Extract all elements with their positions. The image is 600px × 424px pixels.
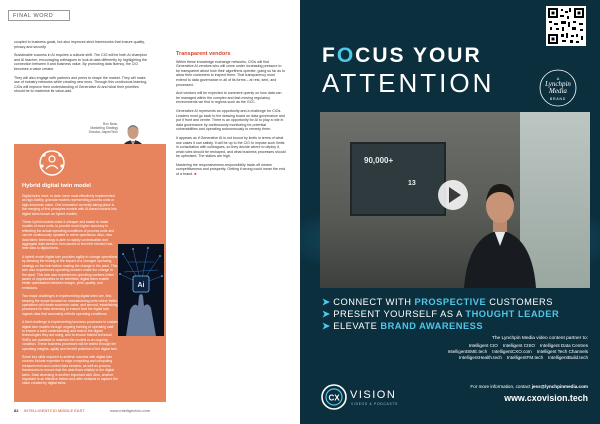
qr-code-icon[interactable] — [546, 6, 586, 46]
ai-hand-illustration — [118, 244, 164, 336]
play-button[interactable] — [438, 180, 468, 210]
contact-line — [470, 384, 588, 389]
logo-wordmark: VISION — [350, 389, 397, 401]
sidebar-title: Hybrid digital twin model — [22, 183, 91, 189]
bullet-highlight: PROSPECTIVE — [414, 297, 487, 307]
badge-ring-icon — [538, 68, 578, 108]
partner-name: IntelligentCXO.com — [492, 349, 532, 355]
partner-name: Intelligent Data Centres — [539, 343, 588, 348]
partner-name: Intelligent CIO — [468, 343, 498, 348]
logo-subtext: VIDEOS & PODCASTS — [351, 402, 399, 406]
screen-stat: 90,000+ — [364, 156, 394, 165]
ai-chip-label: Ai — [137, 282, 145, 289]
end-mark-icon: ■ — [194, 172, 197, 177]
credit-role: Marketing Strategy — [90, 126, 118, 131]
headline-part: CUS YOUR — [355, 44, 482, 67]
paragraph: These hybrid models make it cheaper and easier to make models of more units, to provide much higher accuracy in reflecting the actual operating conditions of process units and can be continuously updated to mirror operations. Also, new data fabric technology is able to rapidly contextualise and aggregate data streams from assets to feed the needed real-time data to digital twins. — [22, 220, 114, 251]
paragraph: Within these knowledge exchange networks, CIOs will find Generative AI vendors who will come under increasing pressure to be transparent about how their algorithms operate, going so far as to allow their customers to inspect them. That transparency must extend to data governance in all of its forms – at rest, sent, and processed. — [176, 59, 286, 87]
badge-text: A — [556, 76, 560, 81]
contact-text: For more information, contact — [470, 384, 532, 389]
bullet-connect — [322, 296, 592, 308]
paragraph — [176, 163, 286, 177]
people-network-icon — [38, 150, 66, 176]
page-footer — [0, 406, 300, 416]
screen-stat: 13 — [408, 180, 416, 187]
bullet-elevate — [322, 320, 592, 332]
bullet-text: CUSTOMERS — [486, 297, 553, 307]
paragraph: coupled to business goals, but also improves strict frameworks that ensure quality, privacy and security. — [14, 40, 145, 49]
credit-company: Director, AspenTech — [88, 130, 118, 135]
headline-attention: ATTENTION — [322, 68, 495, 98]
paragraph: Digital twins have, to date, been most effectively implemented as high-fidelity, granular models representing process units or high-economic value. One innovation currently taking place is the merging of first principles models with AI-based models into digital twins known as hybrid models. — [22, 194, 117, 216]
play-icon — [449, 187, 461, 203]
partner-title: The Lynchpin Media video content partner to: — [491, 336, 588, 341]
video-wall-screen — [350, 142, 446, 216]
page-number: 82 — [14, 408, 19, 413]
presenter-image — [460, 166, 540, 288]
lynchpin-brand-badge — [532, 68, 584, 110]
badge-text: Lynchpin — [545, 80, 571, 88]
bullet-highlight: THOUGHT LEADER — [465, 309, 560, 319]
arrow-right-icon: ➤ — [322, 309, 331, 319]
partner-name: IntelligentSME.tech — [447, 349, 488, 355]
paragraph: Two major challenges in implementing digital twins are, first, keeping the scope focused on manufacturing units where better operations will create economic value, and second, establishing processes for data cleansing to ensure that the digital twin ingests data that accurately reflects operating conditions. — [22, 294, 118, 316]
credit-name: Ron Beck, — [102, 122, 118, 126]
subheading-transparent-vendors: Transparent vendors — [176, 51, 231, 57]
paragraph: Generative AI represents an opportunity and a challenge for CIOs. Leaders must go back to the drawing board on data governance and put it front and centre. There is an opportunity for AI to play a role in data governance by continuously monitoring for potential vulnerabilities and operating autonomously to remedy them. — [176, 108, 285, 132]
quote-credit — [62, 122, 118, 135]
paragraph: A third challenge is implementing business processes to sustain digital twin models through ongoing training of operating staff, to ensure a solid understanding and trust in the digital technologies they are using, and to ensure trained technical SMEs are available to maintain the models in an ongoing condition. These business processes will be tested through the operating insights, agility and benefit potential of the digital twin. — [22, 320, 118, 351]
bullet-text: CONNECT WITH — [333, 297, 415, 307]
article-column-b — [176, 52, 286, 181]
bullet-present — [322, 308, 592, 320]
badge-text: Media — [549, 87, 567, 95]
paragraph: A hybrid model digital twin provides agility to change operations by allowing the testing of the impact of a changed operating strategy on the twin before making the change in the plant. This twin also experiences operating workers make the change in the plant. This twin also experiences operating workers better aware of opportunities to be identified, digital twins enable better optimisation between margin, yield, quality, and emissions. — [22, 254, 118, 290]
paragraph: And vendors will be expected to comment openly on how data can be managed within the complex and fast-moving regulatory environments we find in regions such as the GCC. — [176, 91, 282, 105]
paragraph: It appears as if Generative AI is not bound by limits in terms of what use cases it can satisfy. It will be up to the CIO to impose such limits in consultation with colleagues, so they decide where to deploy it, what rules should be reshaped, and what business processes should be optimised. The stakes are high. — [176, 135, 286, 159]
badge-text: BRAND — [549, 97, 567, 101]
bullet-highlight: BRAND AWARENESS — [380, 321, 484, 331]
headline-focus-your — [322, 44, 482, 68]
right-page-advert — [300, 0, 600, 424]
headline-part: F — [322, 44, 337, 67]
headline-accent-letter: O — [336, 44, 356, 67]
footer-url[interactable]: www.intelligentcio.com — [110, 408, 151, 413]
partner-row — [418, 355, 588, 361]
svg-text:CX: CX — [328, 393, 340, 403]
paragraph-text: Mastering the responsiveness-responsibility trade-off means competitiveness and prosperity. Getting it wrong could mean the end of a brand. — [176, 162, 286, 177]
bullet-text: PRESENT YOURSELF AS A — [333, 309, 466, 319]
paragraph: Sustainable success in AI requires a cultural shift. The CIO will be both AI champion and AI teacher, encouraging colleagues to look at data differently by highlighting the connection between it and business value. By promoting data fluency, the CIO becomes a value creator. — [14, 53, 148, 71]
cxo-vision-logo[interactable] — [320, 382, 410, 412]
magazine-name: INTELLIGENTCIO MIDDLE EAST — [24, 408, 85, 413]
bullet-text: ELEVATE — [333, 321, 381, 331]
partner-name: IntelligentFM.tech — [506, 355, 544, 361]
benefit-bullets — [322, 296, 592, 332]
sidebar-text — [22, 194, 118, 390]
website-link[interactable]: www.cxovision.tech — [504, 393, 588, 403]
paragraph: Some key skills required to achieve success with digital twin sources include expertise in edge computing and computing measurement and control data streams, as well as process frameworks to ensure that the data flows reliably to the digital twins. Data cleansing is another important skill. Also, another important is an effective before-and-after analysis to capture the value created by digital twins. — [22, 355, 118, 386]
contact-email-link[interactable]: jess@lynchpinmedia.com — [531, 384, 588, 389]
sidebar-box-digital-twin — [14, 144, 166, 402]
video-thumbnail[interactable] — [320, 112, 590, 288]
arrow-right-icon: ➤ — [322, 321, 331, 331]
arrow-right-icon: ➤ — [322, 297, 331, 307]
ai-hand-image — [118, 244, 164, 336]
section-tag: FINAL WORD — [8, 10, 70, 21]
partner-name: Intelligent CISO — [502, 343, 535, 348]
partner-name: Intelligent Tech Channels — [536, 349, 588, 355]
partner-name: IntelligentBuild.tech — [548, 355, 588, 361]
article-column-a — [14, 40, 149, 98]
paragraph: They will also engage with partners and peers to shape the market. They will make use of industry networks while creating new ones. Through this continuous learning, CIOs will improve their understanding of Generative AI and what their priorities should be to maximise its value-add. — [14, 75, 148, 94]
partner-name: IntelligentHealth.tech — [458, 355, 502, 361]
partner-list — [418, 336, 588, 362]
